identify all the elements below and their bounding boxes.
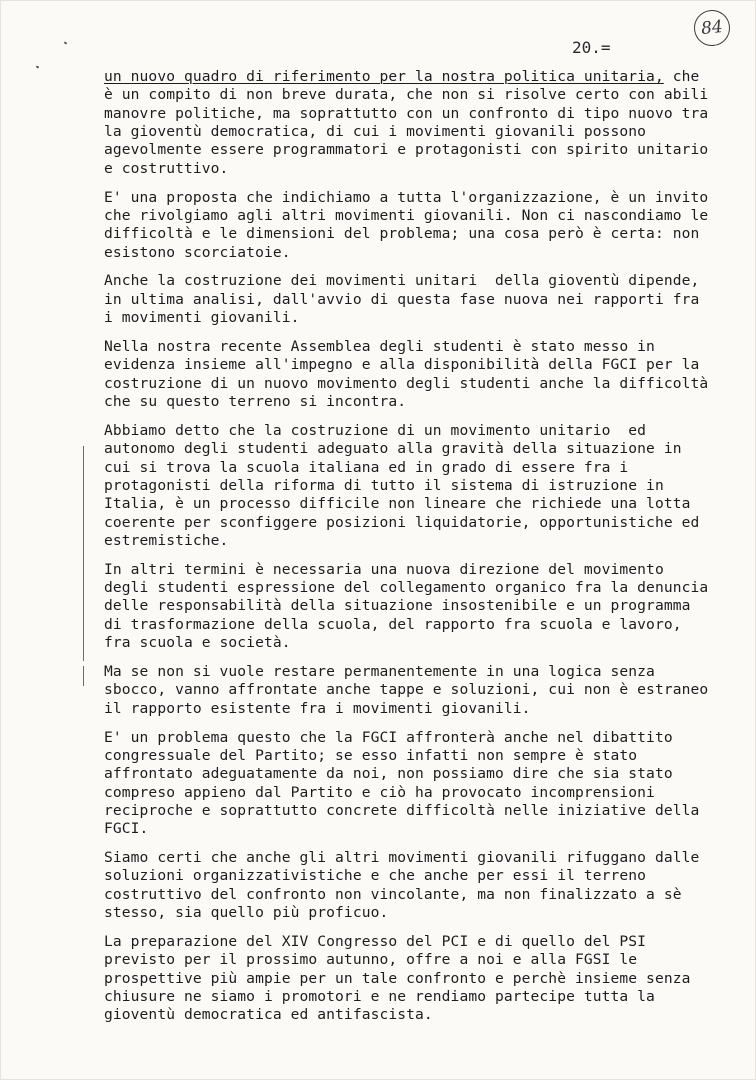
margin-line-mark	[83, 666, 84, 686]
paragraph-5: Abbiamo detto che la costruzione di un movimento unitario ed autonomo degli studenti adeguato alla gravità della situazione in cui si trova la scuola italiana ed in grado di essere fra i protagonisti della riforma di tutto il sistema di istruzione in Italia, è un processo difficile non lineare che richiede una lotta coerente per sconfiggere posizioni liquidatorie, opportunistiche ed estremistiche.	[104, 421, 709, 549]
paragraph-10: La preparazione del XIV Congresso del PCI e di quello del PSI previsto per il prossimo autunno, offre a noi e alla FGSI le prospettive più ampie per un tale confronto e perchè insieme senza chiusure ne siamo i promotori e ne rendiamo partecipe tutta la gioventù democratica ed antifascista.	[104, 932, 700, 1024]
paragraph-1	[104, 68, 716, 178]
paragraph-9: Siamo certi che anche gli altri movimenti giovanili rifuggano dalle soluzioni organizzativistiche e che anche per essi il terreno costruttivo del confronto non vincolante, ma non finalizzato a sè stesso, sia quello più proficuo.	[104, 849, 709, 922]
paragraph-6: In altri termini è necessaria una nuova direzione del movimento degli studenti espressione del collegamento organico fra la denuncia delle responsabilità della situazione insostenibile e un programma di trasformazione della scuola, del rapporto fra scuola e lavoro, fra scuola e società.	[104, 560, 718, 652]
scan-speck	[64, 41, 68, 44]
paragraph-8: E' un problema questo che la FGCI affronterà anche nel dibattito congressuale del Partito; se esso infatti non sempre è stato affrontato adeguatamente da noi, non possiamo dire che sia stato compreso appieno dal Partito e ciò ha provocato incomprensioni reciproche e soprattutto concrete difficoltà nelle iniziative della FGCI.	[104, 728, 709, 838]
underlined-lead: un nuovo quadro di riferimento per la nostra politica unitaria,	[104, 68, 664, 85]
paragraph-4: Nella nostra recente Assemblea degli studenti è stato messo in evidenza insieme all'impegno e alla disponibilità della FGCI per la costruzione di un nuovo movimento degli studenti anche la difficoltà che su questo terreno si incontra.	[104, 337, 718, 410]
paragraph-3: Anche la costruzione dei movimenti unitari della gioventù dipende, in ultima analisi, dall'avvio di questa fase nuova nei rapporti fra i movimenti giovanili.	[104, 272, 709, 327]
scan-speck	[36, 65, 40, 68]
margin-line-mark	[83, 446, 84, 661]
paragraph-7: Ma se non si vuole restare permanentemente in una logica senza sbocco, vanno affrontate anche tappe e soluzioni, cui non è estraneo il rapporto esistente fra i movimenti giovanili.	[104, 662, 718, 717]
folio-text: 84	[700, 16, 724, 40]
document-body	[104, 68, 716, 1035]
paragraph-2: E' una proposta che indichiamo a tutta l'organizzazione, è un invito che rivolgiamo agli altri movimenti giovanili. Non ci nascondiamo le difficoltà e le dimensioni del problema; una cosa però è certa: non esistono scorciatoie.	[104, 188, 718, 261]
paragraph-text: che è un compito di non breve durata, che non si risolve certo con abili manovre politiche, ma soprattutto con un confronto di tipo nuovo tra la gioventù democratica, di cui i movimenti giovanili possono agevolmente essere programmatori e protagonisti con spirito unitario e costruttivo.	[104, 68, 718, 177]
handwritten-folio-number	[692, 8, 732, 48]
page-number: 20.=	[572, 38, 611, 57]
